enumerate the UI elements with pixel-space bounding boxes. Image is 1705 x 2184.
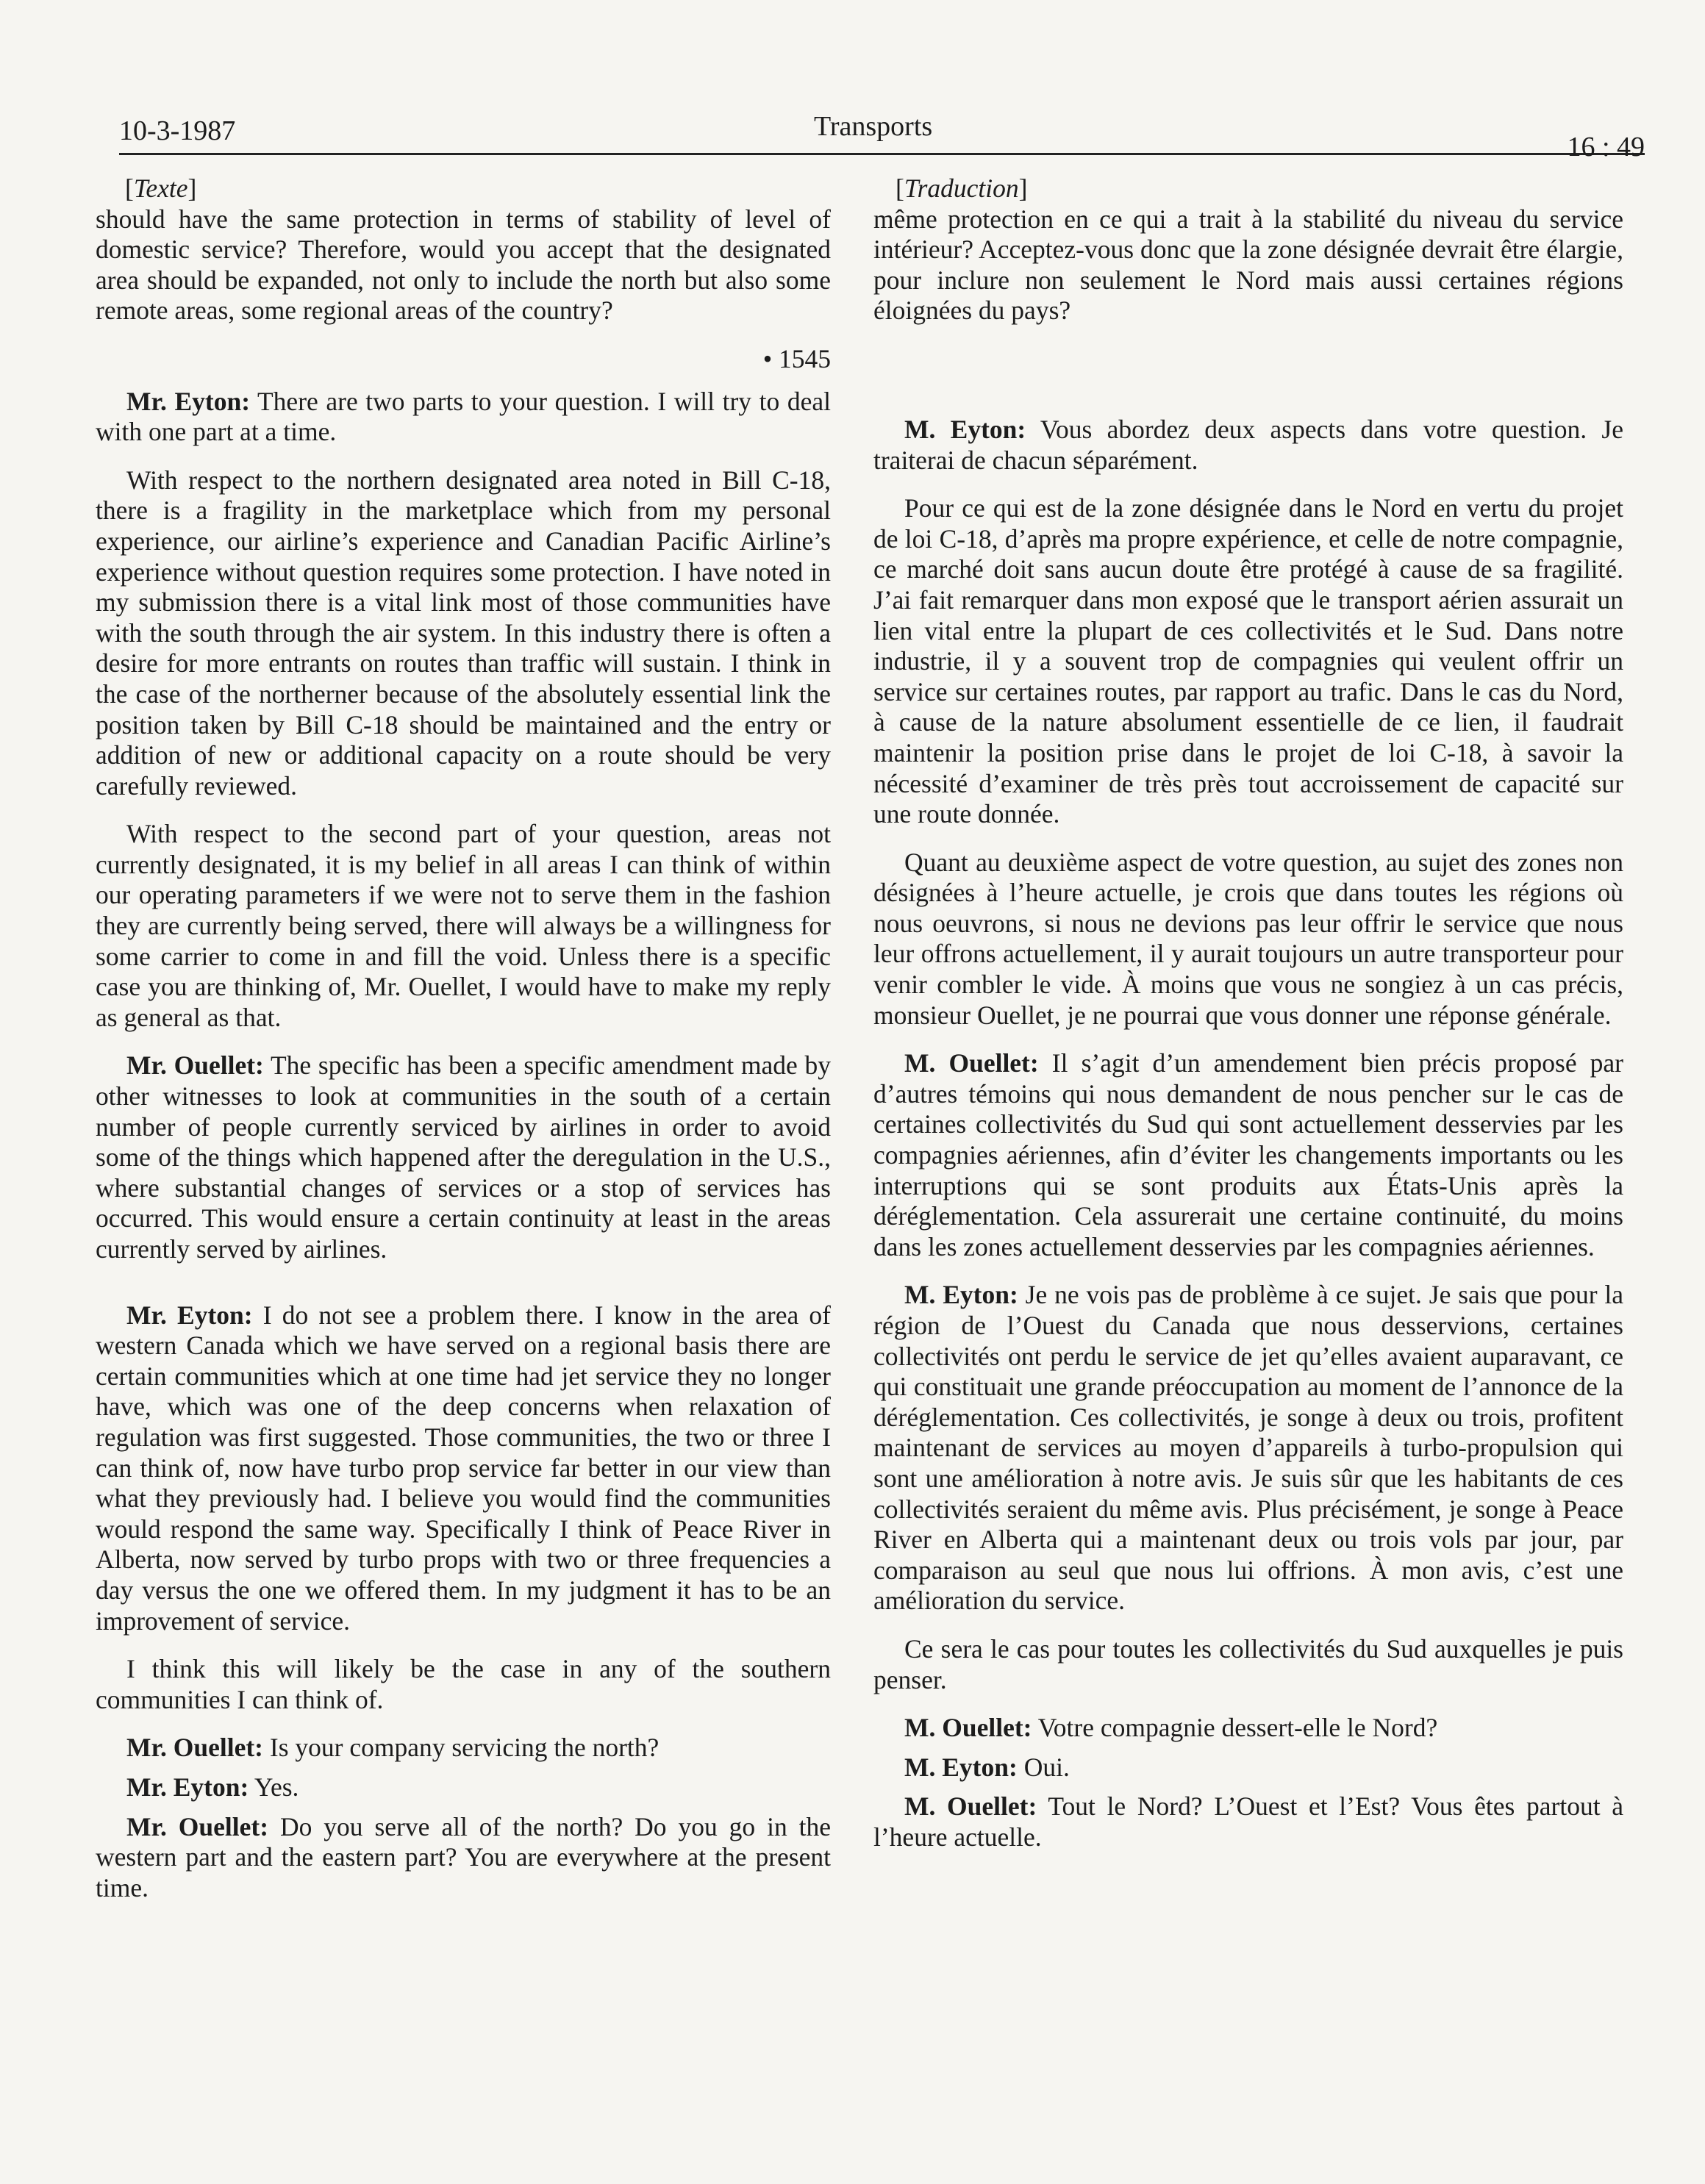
paragraph: I think this will likely be the case in any of the southern communities I can think of.	[96, 1654, 831, 1714]
speech-text: Yes.	[249, 1772, 299, 1802]
speaker-name: M. Ouellet:	[904, 1713, 1032, 1743]
speech-text: I do not see a problem there. I know in the area of western Canada which we have served on a regional basis there are certain communities which at one time had jet service they no longer have, which was one of the deep concerns when relaxation of regulation was first suggested. Those communities, the two or three I can think of, now have turbo prop service far better in our view than what they previously had. I believe you would find the communities would respond the same way. Specifically I think of Peace River in Alberta, now served by turbo props with two or three frequencies a day versus the one we offered them. In my judgment it has to be an improvement of service.	[96, 1300, 831, 1636]
speech-text: Oui.	[1017, 1752, 1070, 1782]
speaker-name: Mr. Eyton:	[126, 1772, 249, 1802]
speaker-name: Mr. Eyton:	[126, 386, 251, 416]
translation-tag-label: Traduction	[904, 173, 1019, 203]
paragraph	[96, 1050, 831, 1264]
paragraph: With respect to the northern designated area noted in Bill C-18, there is a fragility in the marketplace which from my personal experience, our airline’s experience and Canadian Pacific Airline’s experience without question requires some protection. I have noted in my submission there is a vital link most of those communities have with the south through the air system. In this industry there is often a desire for more entrants on routes than traffic will sustain. I think in the case of the northerner because of the absolutely essential link the position taken by Bill C-18 should be maintained and the entry or addition of new or additional capacity on a route should be very carefully reviewed.	[96, 465, 831, 801]
speech-text: Votre compagnie dessert-elle le Nord?	[1032, 1713, 1438, 1743]
paragraph	[873, 1048, 1623, 1262]
speaker-name: Mr. Ouellet:	[126, 1733, 263, 1763]
english-column	[96, 173, 831, 1921]
speaker-name: Mr. Ouellet:	[126, 1050, 264, 1081]
paragraph	[96, 1300, 831, 1637]
translation-tag: [Traduction]	[896, 173, 1028, 203]
paragraph	[96, 1733, 831, 1764]
paragraph: With respect to the second part of your question, areas not currently designated, it is my belief in all areas I can think of within our operating parameters if we were not to serve them in the fashion they are currently being served, there will always be a willingness for some carrier to come in and fill the void. Unless there is a specific case you are thinking of, Mr. Ouellet, I would have to make my reply as general as that.	[96, 819, 831, 1032]
paragraph: même protection en ce qui a trait à la stabilité du niveau du service intérieur? Acceptez-vous donc que la zone désignée devrait être élargie, pour inclure non seulement le Nord mais aussi certaines régions éloignées du pays?	[873, 204, 1623, 326]
paragraph	[96, 1772, 831, 1803]
speaker-name: M. Ouellet:	[904, 1791, 1037, 1822]
paragraph: Pour ce qui est de la zone désignée dans le Nord en vertu du projet de loi C-18, d’après ma propre expérience, et celle de notre compagnie, ce marché doit sans aucun doute être protégé à cause de sa fragilité. J’ai fait remarquer dans mon exposé que le transport aérien assurait un lien vital entre la plupart de ces collectivités et le Sud. Dans notre industrie, il y a souvent trop de compagnies qui veulent offrir un service sur certaines routes, par rapport au trafic. Dans le cas du Nord, à cause de la nature absolument essentielle de ce lien, il faudrait maintenir la position prise dans le projet de loi C-18, à savoir la nécessité d’examiner de très près tout accroissement de capacité sur une route donnée.	[873, 493, 1623, 829]
speech-text: Vous abordez deux aspects dans votre question. Je traiterai de chacun séparément.	[873, 414, 1623, 475]
header-page-number: 16 : 49	[1567, 132, 1645, 162]
speech-text: Tout le Nord? L’Ouest et l’Est? Vous êtes partout à l’heure actuelle.	[873, 1791, 1623, 1852]
speech-text: Je ne vois pas de problème à ce sujet. Je sais que pour la région de l’Ouest du Canada que nous desservions, certaines collectivités ont perdu le service de jet qu’elles avaient auparavant, ce qui constituait une grande préoccupation au moment de l’annonce de la déréglementation. Ces collectivités, je songe à deux ou trois, profitent maintenant de services au moyen d’appareils à turbo-propulsion qui sont une amélioration à notre avis. Je suis sûr que les habitants de ces collectivités seraient du même avis. Plus précisément, je songe à Peace River en Alberta qui a maintenant deux ou trois vols par jour, par comparaison au seul que nous lui offrions. À mon avis, c’est une amélioration du service.	[873, 1280, 1623, 1616]
speaker-name: Mr. Eyton:	[126, 1300, 253, 1330]
speech-text: Is your company servicing the north?	[263, 1733, 660, 1763]
paragraph	[873, 1752, 1623, 1783]
header-title: Transports	[814, 111, 933, 142]
speech-text: Il s’agit d’un amendement bien précis proposé par d’autres témoins qui nous demandent de nous pencher sur le cas de certaines collectivités du Sud qui sont actuellement desservies par les compagnies aériennes, afin d’éviter les changements importants ou les interruptions qui se sont produits aux États-Unis après la déréglementation. Cela assurerait une certaine continuité, du moins dans les zones actuellement desservies par les compagnies aériennes.	[873, 1048, 1623, 1261]
speaker-name: M. Eyton:	[904, 414, 1026, 444]
speaker-name: Mr. Ouellet:	[126, 1811, 269, 1841]
paragraph: Ce sera le cas pour toutes les collectivités du Sud auxquelles je puis penser.	[873, 1633, 1623, 1694]
paragraph: Quant au deuxième aspect de votre question, au sujet des zones non désignées à l’heure actuelle, je crois que dans toutes les régions où nous oeuvrons, si nous ne devions pas leur offrir le service que nous leur offrons actuellement, il y aurait toujours un autre transporteur pour venir combler le vide. À moins que vous ne songiez à un cas précis, monsieur Ouellet, je ne pourrai que vous donner une réponse générale.	[873, 847, 1623, 1030]
speaker-name: M. Ouellet:	[904, 1048, 1039, 1078]
paragraph	[873, 1791, 1623, 1852]
speaker-name: M. Eyton:	[904, 1280, 1018, 1310]
french-column	[873, 173, 1623, 1871]
speech-text: Do you serve all of the north? Do you go in the western part and the eastern part? You are everywhere at the present time.	[96, 1811, 831, 1902]
time-marker: • 1545	[762, 343, 831, 373]
paragraph	[873, 1713, 1623, 1744]
paragraph: should have the same protection in terms of stability of level of domestic service? Therefore, would you accept that the designated area should be expanded, not only to include the north but also some remote areas, some regional areas of the country?	[96, 204, 831, 326]
paragraph	[96, 1812, 831, 1904]
paragraph	[873, 415, 1623, 476]
text-tag: [Texte]	[125, 173, 197, 203]
header-date: 10-3-1987	[119, 115, 236, 146]
page-header	[119, 109, 1645, 162]
speaker-name: M. Eyton:	[904, 1752, 1018, 1782]
paragraph	[96, 387, 831, 448]
text-tag-label: Texte	[133, 173, 188, 203]
paragraph	[873, 1280, 1623, 1616]
speech-text: There are two parts to your question. I will try to deal with one part at a time.	[96, 386, 831, 447]
speech-text: The specific has been a specific amendment made by other witnesses to look at communities in the south of a certain number of people currently serviced by airlines in order to avoid some of the things which happened after the deregulation in the U.S., where substantial changes of services or a stop of services has occurred. This would ensure a certain continuity at least in the areas currently served by airlines.	[96, 1050, 831, 1264]
